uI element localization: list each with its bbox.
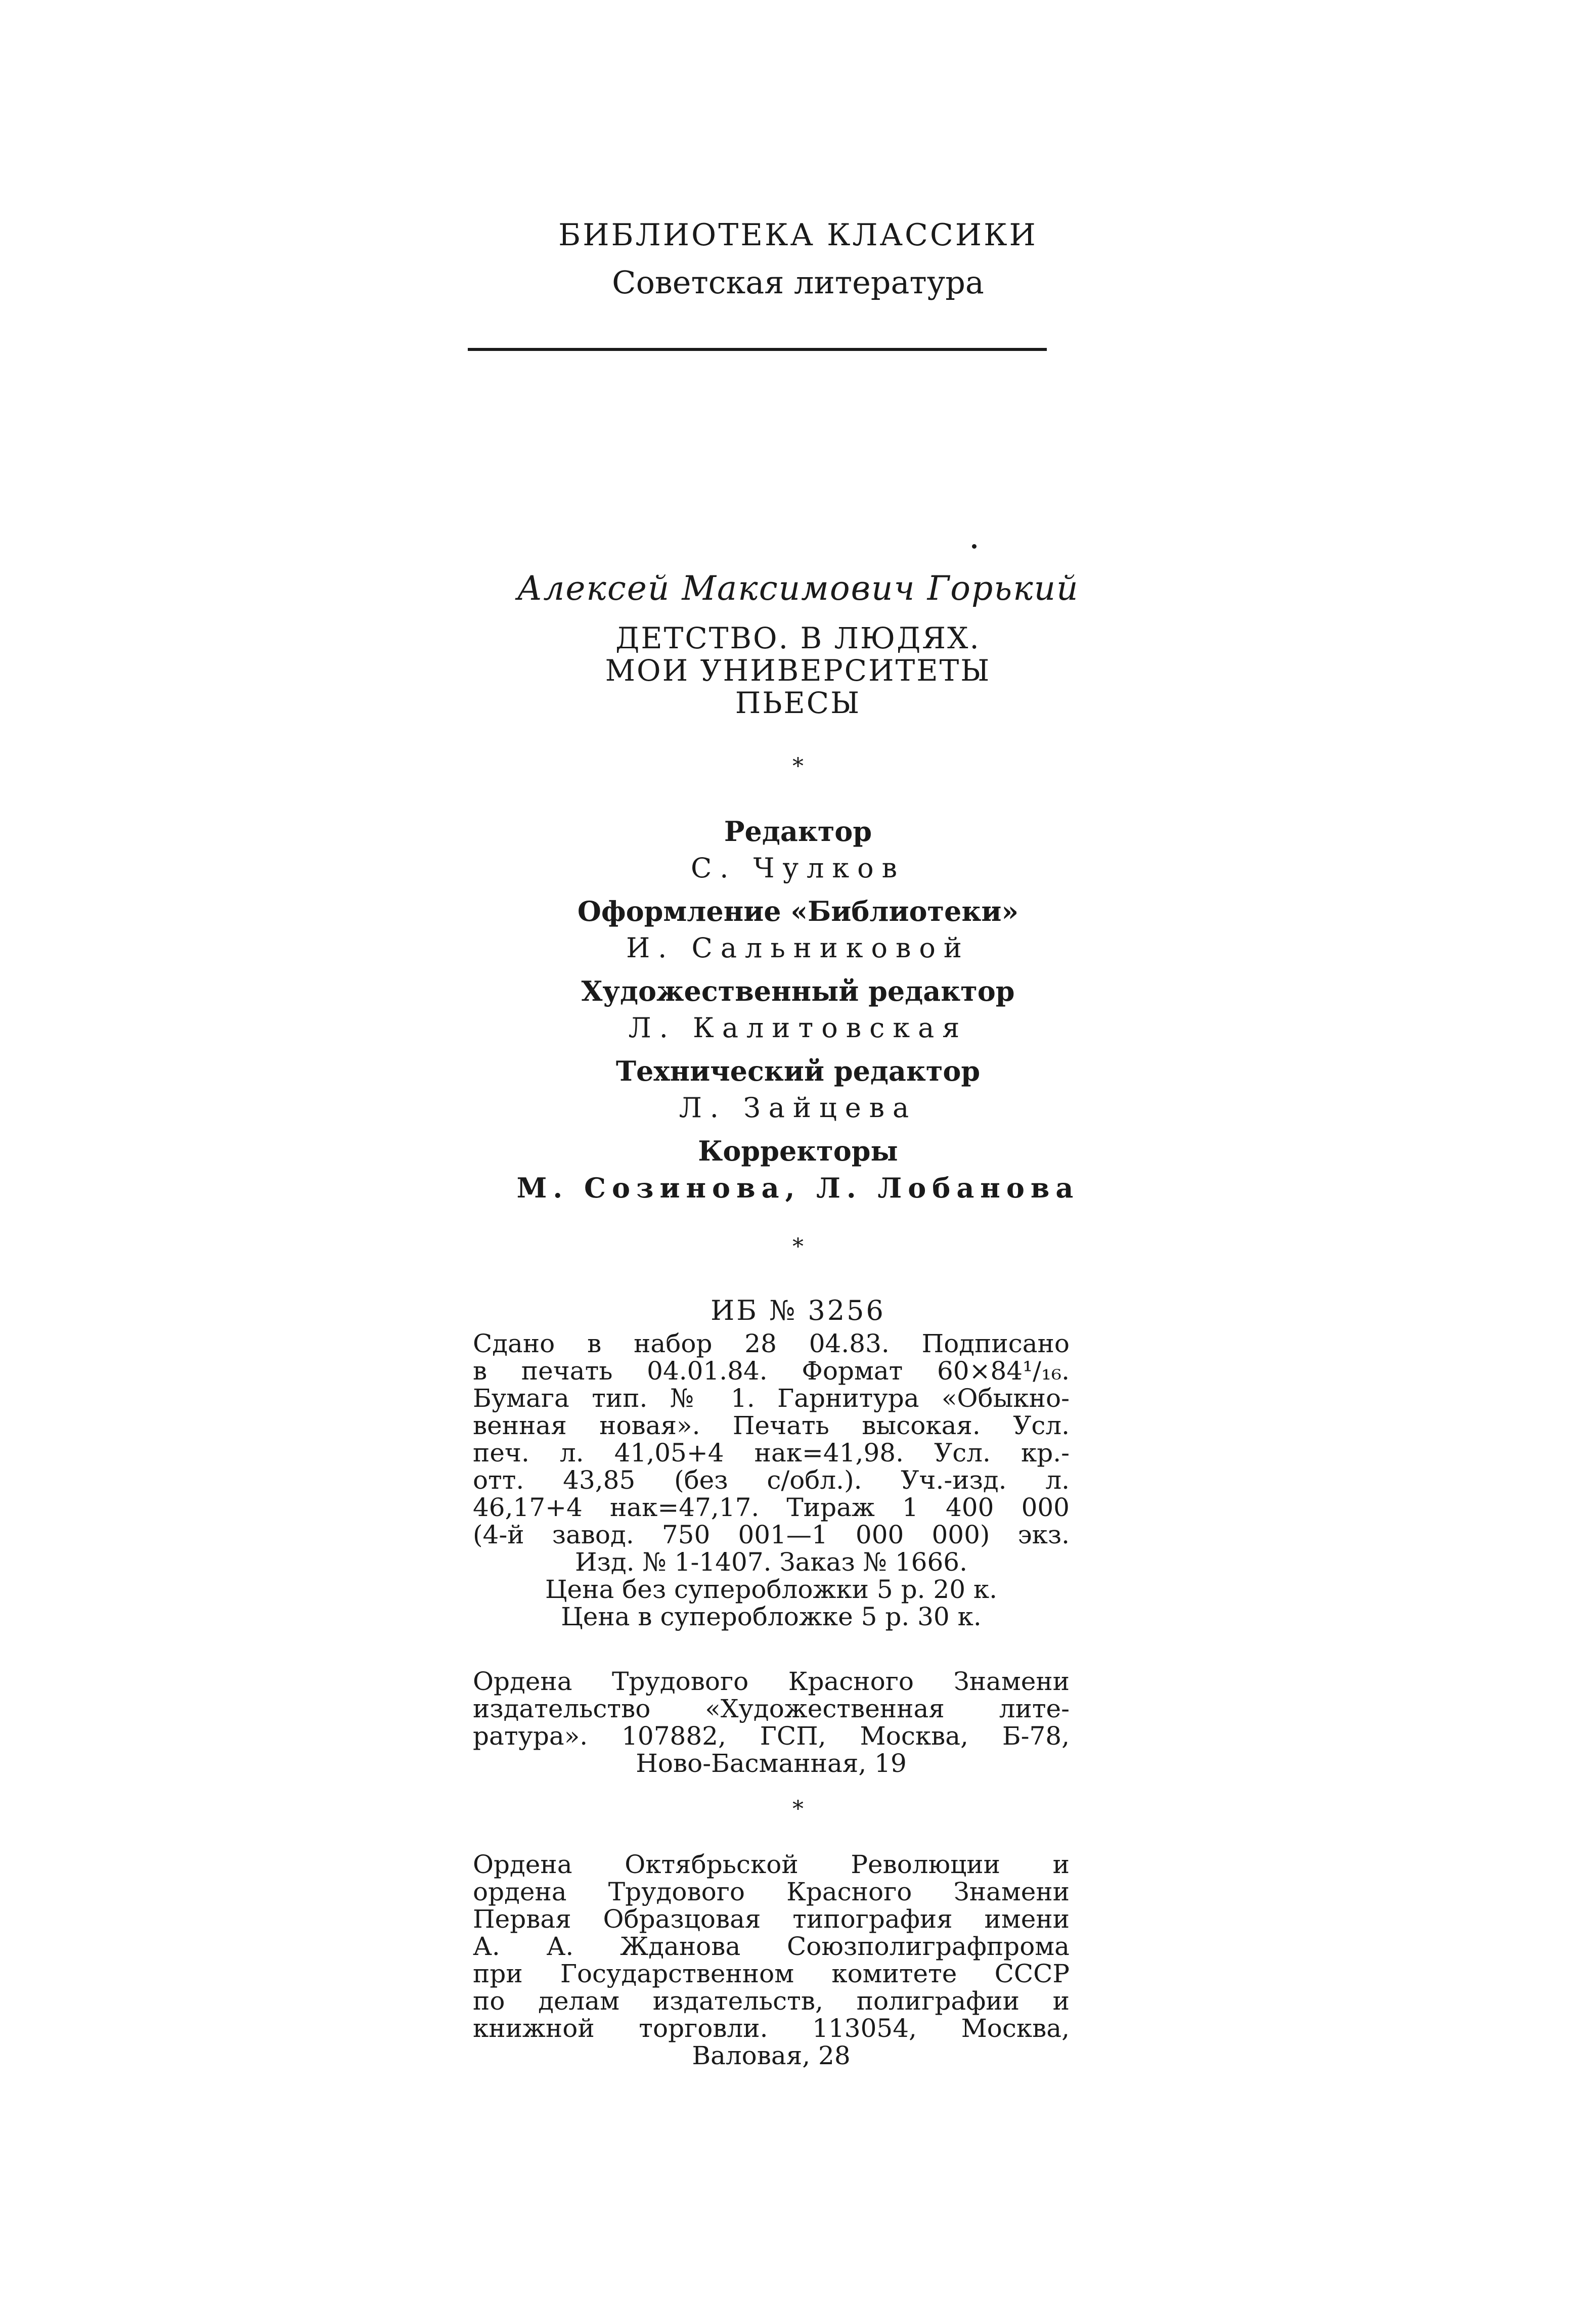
publisher-line: Ордена Трудового Красного Знамени: [473, 1667, 1070, 1696]
publisher-line: ратура». 107882, ГСП, Москва, Б-78,: [473, 1721, 1070, 1751]
imprint-line: печ. л. 41,05+4 нак=41,98. Усл. кр.-: [473, 1438, 1070, 1468]
series-subtitle: Советская литература: [612, 264, 984, 301]
credit-name: И. Сальниковой: [626, 932, 970, 964]
credit-name: Л. Калитовская: [628, 1012, 968, 1044]
imprint-line: венная новая». Печать высокая. Усл.: [473, 1411, 1070, 1440]
printer-line: Первая Образцовая типография имени: [473, 1904, 1070, 1934]
author-name: Алексей Максимович Горький: [517, 569, 1079, 608]
publisher-line: Ново-Басманная, 19: [636, 1749, 907, 1778]
credit-name: С. Чулков: [690, 852, 906, 884]
printer-line: А. А. Жданова Союзполиграфпрома: [473, 1932, 1070, 1961]
imprint-line: Сдано в набор 28 04.83. Подписано: [473, 1329, 1070, 1358]
credit-role: Художественный редактор: [581, 975, 1015, 1007]
printer-line: ордена Трудового Красного Знамени: [473, 1877, 1070, 1906]
credit-role: Редактор: [724, 815, 872, 848]
imprint-line: Бумага тип. № 1. Гарнитура «Обыкно-: [473, 1384, 1070, 1413]
publisher-line: издательство «Художественная лите-: [473, 1694, 1070, 1723]
printer-line: при Государственном комитете СССР: [473, 1959, 1070, 1988]
publisher-block: [473, 1668, 1070, 1777]
imprint-line: отт. 43,85 (без с/обл.). Уч.-изд. л.: [473, 1465, 1070, 1495]
separator-star: *: [792, 753, 804, 779]
imprint-block: [473, 1330, 1070, 1630]
book-title-line: ПЬЕСЫ: [735, 686, 861, 720]
credit-name: Л. Зайцева: [679, 1092, 917, 1124]
imprint-line: (4-й завод. 750 001—1 000 000) экз.: [473, 1520, 1070, 1549]
imprint-line: Изд. № 1-1407. Заказ № 1666.: [575, 1547, 967, 1577]
imprint-line: 46,17+4 нак=47,17. Тираж 1 400 000: [473, 1493, 1070, 1522]
imprint-line: Цена в суперобложке 5 р. 30 к.: [561, 1602, 982, 1631]
printer-line: Валовая, 28: [692, 2041, 851, 2070]
credit-role: Технический редактор: [615, 1055, 981, 1087]
credit-name: М. Созинова, Л. Лобанова: [516, 1172, 1080, 1204]
imprint-line: в печать 04.01.84. Формат 60×84¹/₁₆.: [473, 1356, 1070, 1386]
separator-star: *: [792, 1796, 804, 1822]
printer-line: Ордена Октябрьской Революции и: [473, 1850, 1070, 1879]
printer-line: по делам издательств, полиграфии и: [473, 1986, 1070, 2016]
printer-block: [473, 1851, 1070, 2069]
stray-dot: [972, 544, 977, 549]
book-title-line: ДЕТСТВО. В ЛЮДЯХ.: [615, 621, 981, 655]
credit-role: Оформление «Библиотеки»: [577, 895, 1019, 927]
book-title-line: МОИ УНИВЕРСИТЕТЫ: [605, 653, 991, 688]
credit-role: Корректоры: [698, 1135, 898, 1167]
imprint-line: Цена без суперобложки 5 р. 20 к.: [545, 1575, 998, 1604]
printer-line: книжной торговли. 113054, Москва,: [473, 2014, 1070, 2043]
series-title: БИБЛИОТЕКА КЛАССИКИ: [558, 217, 1038, 253]
ib-number: ИБ № 3256: [711, 1295, 885, 1326]
separator-star: *: [792, 1234, 804, 1260]
divider-rule: [468, 348, 1047, 351]
